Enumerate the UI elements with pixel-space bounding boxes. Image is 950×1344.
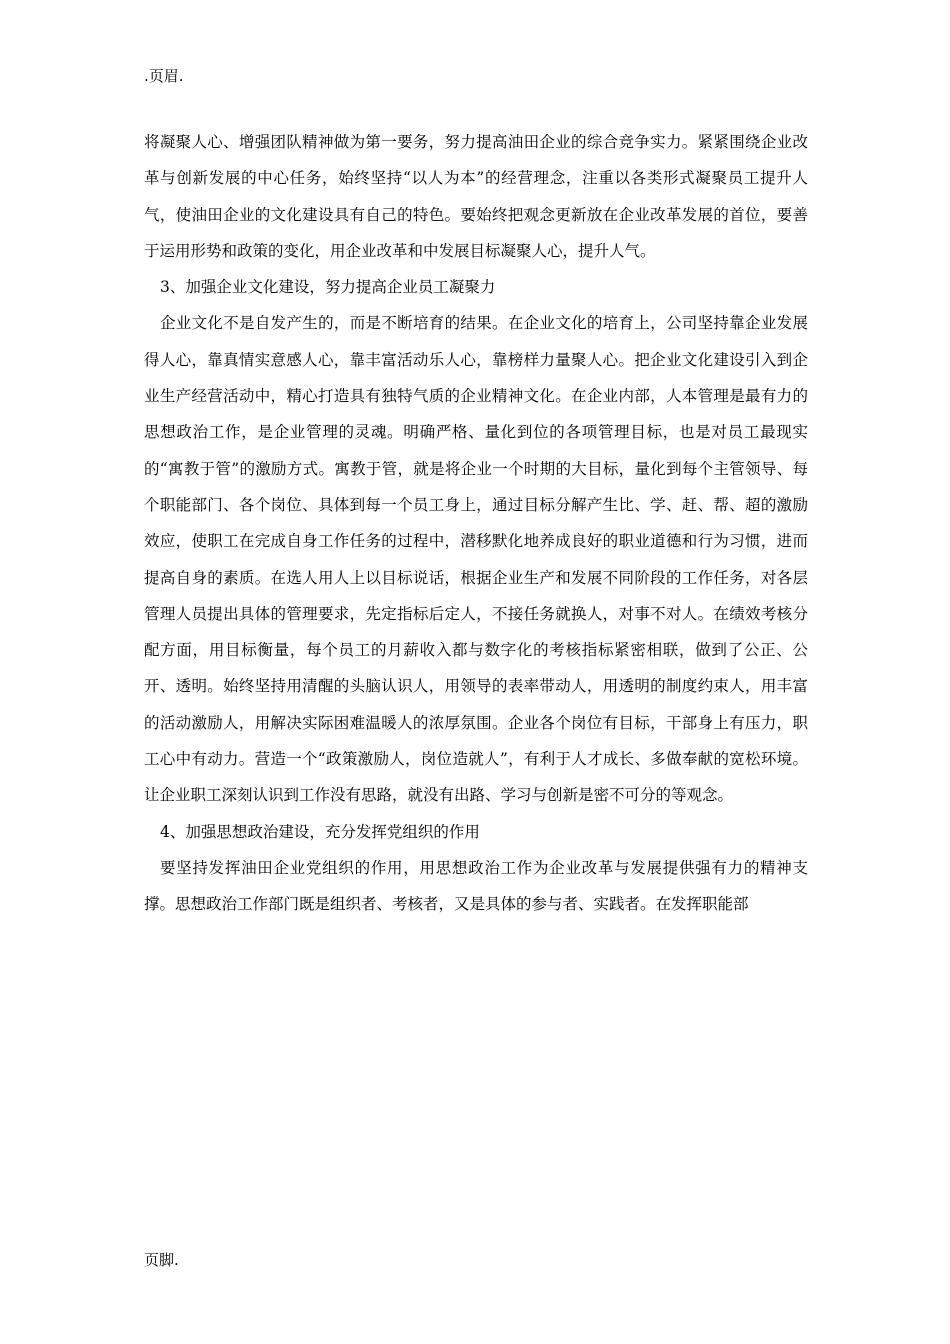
- document-body: [144, 124, 808, 923]
- section-heading-4: 4、加强思想政治建设，充分发挥党组织的作用: [160, 822, 480, 841]
- page-footer: 页脚.: [144, 1251, 179, 1269]
- paragraph-culture: 企业文化不是自发产生的，而是不断培育的结果。在企业文化的培育上，公司坚持靠企业发展得人心，靠真情实意感人心，靠丰富活动乐人心，靠榜样力量聚人心。把企业文化建设引入到企业生产经营活动中，精心打造具有独特气质的企业精神文化。在企业内部，人本管理是最有力的思想政治工作，是企业管理的灵魂。明确严格、量化到位的各项管理目标，也是对员工最现实的“寓教于管”的激励方式。寓教于管，就是将企业一个时期的大目标，量化到每个主管领导、每个职能部门、各个岗位、具体到每一个员工身上，通过目标分解产生比、学、赶、帮、超的激励效应，使职工在完成自身工作任务的过程中，潜移默化地养成良好的职业道德和行为习惯，进而提高自身的素质。在选人用人上以目标说话，根据企业生产和发展不同阶段的工作任务，对各层管理人员提出具体的管理要求，先定指标后定人，不接任务就换人，对事不对人。在绩效考核分配方面，用目标衡量，每个员工的月薪收入都与数字化的考核指标紧密相联，做到了公正、公开、透明。始终坚持用清醒的头脑认识人，用领导的表率带动人，用透明的制度约束人，用丰富的活动激励人，用解决实际困难温暖人的浓厚氛围。企业各个岗位有目标，干部身上有压力，职工心中有动力。营造一个“政策激励人，岗位造就人”，有利于人才成长、多做奉献的宽松环境。让企业职工深刻认识到工作没有思路，就没有出路、学习与创新是密不可分的等观念。: [144, 314, 808, 805]
- paragraph-party: 要坚持发挥油田企业党组织的作用，用思想政治工作为企业改革与发展提供强有力的精神支撑。思想政治工作部门既是组织者、考核者，又是具体的参与者、实践者。在发挥职能部: [144, 858, 808, 914]
- section-heading-3: 3、加强企业文化建设，努力提高企业员工凝聚力: [160, 278, 496, 297]
- paragraph-intro: 将凝聚人心、增强团队精神做为第一要务，努力提高油田企业的综合竞争实力。紧紧围绕企业改革与创新发展的中心任务，始终坚持“以人为本”的经营理念，注重以各类形式凝聚员工提升人气，使油田企业的文化建设具有自己的特色。要始终把观念更新放在企业改革发展的首位，要善于运用形势和政策的变化，用企业改革和中发展目标凝聚人心，提升人气。: [144, 133, 808, 260]
- page-header: .页眉.: [144, 67, 184, 85]
